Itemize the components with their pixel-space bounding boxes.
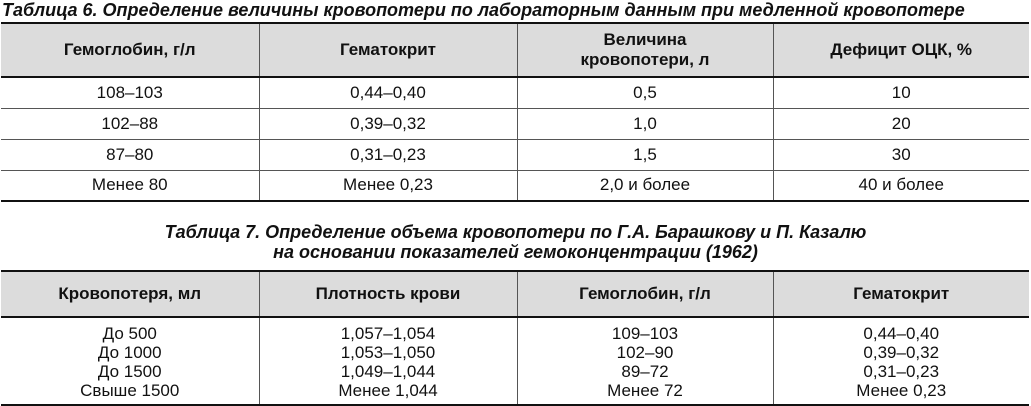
table7 bbox=[1, 270, 1029, 406]
table-cell: Менее 0,23 bbox=[856, 381, 947, 400]
table7-header-hematocrit: Гематокрит bbox=[773, 271, 1029, 317]
table-cell: 1,0 bbox=[517, 108, 773, 139]
table-cell: 1,053–1,050 bbox=[340, 343, 436, 362]
table-row bbox=[1, 170, 1029, 201]
table-cell: 0,31–0,23 bbox=[863, 362, 940, 381]
table-cell: Менее 0,23 bbox=[259, 170, 517, 201]
table-cell: Свыше 1500 bbox=[80, 381, 180, 400]
table-cell: 0,31–0,23 bbox=[259, 139, 517, 170]
table7-header-hemoglobin: Гемоглобин, г/л bbox=[517, 271, 773, 317]
table-cell: До 1500 bbox=[97, 362, 162, 381]
table-row bbox=[1, 317, 1029, 405]
table6-header-blood-loss-line2: кровопотери, л bbox=[580, 50, 710, 69]
table6-header-blood-loss bbox=[517, 23, 773, 77]
table-cell: 40 и более bbox=[773, 170, 1029, 201]
table7-col-hemoglobin bbox=[517, 317, 773, 405]
table6-header-hematocrit: Гематокрит bbox=[259, 23, 517, 77]
table7-col-blood-loss bbox=[1, 317, 259, 405]
table6-header-hemoglobin: Гемоглобин, г/л bbox=[1, 23, 259, 77]
table-cell: 102–90 bbox=[616, 343, 674, 362]
table-cell: 87–80 bbox=[1, 139, 259, 170]
table-row bbox=[1, 77, 1029, 108]
table-cell: Менее 1,044 bbox=[338, 381, 438, 400]
table-cell: До 1000 bbox=[97, 343, 162, 362]
table7-caption-line1: Таблица 7. Определение объема кровопотери по Г.А. Барашкову и П. Казалю bbox=[164, 222, 867, 242]
table-cell: 108–103 bbox=[96, 82, 163, 102]
table6-header-bcv-deficit: Дефицит ОЦК, % bbox=[773, 23, 1029, 77]
table-cell: 102–88 bbox=[1, 108, 259, 139]
table7-caption-line2: на основании показателей гемоконцентрации (1962) bbox=[273, 242, 758, 262]
table6 bbox=[1, 22, 1029, 202]
table7-header-blood-density: Плотность крови bbox=[259, 271, 517, 317]
table-cell: 1,049–1,044 bbox=[340, 362, 436, 381]
table-cell: 0,39–0,32 bbox=[259, 108, 517, 139]
table6-caption: Таблица 6. Определение величины кровопотери по лабораторным данным при медленной кровопотере bbox=[2, 0, 965, 20]
table-cell: 10 bbox=[773, 77, 1029, 108]
table-cell: 1,5 bbox=[517, 139, 773, 170]
table7-header-row bbox=[1, 271, 1029, 317]
table-cell: 20 bbox=[773, 108, 1029, 139]
table-cell: 0,44–0,40 bbox=[863, 324, 940, 343]
table-cell: 1,057–1,054 bbox=[340, 324, 436, 343]
table6-header-blood-loss-line1: Величина bbox=[603, 30, 687, 49]
table-row bbox=[1, 108, 1029, 139]
table-cell: 30 bbox=[773, 139, 1029, 170]
table-cell: 0,5 bbox=[517, 77, 773, 108]
table-cell: 0,44–0,40 bbox=[259, 77, 517, 108]
table-cell: 2,0 и более bbox=[517, 170, 773, 201]
table7-col-blood-density bbox=[259, 317, 517, 405]
table7-col-hematocrit bbox=[773, 317, 1029, 405]
table6-header-row bbox=[1, 23, 1029, 77]
table-cell: Менее 72 bbox=[607, 381, 683, 400]
table-row bbox=[1, 139, 1029, 170]
table-cell: До 500 bbox=[102, 324, 157, 343]
table-cell: Менее 80 bbox=[1, 170, 259, 201]
table-cell: 109–103 bbox=[611, 324, 679, 343]
table-cell: 89–72 bbox=[621, 362, 669, 381]
table7-header-blood-loss: Кровопотеря, мл bbox=[1, 271, 259, 317]
table-cell: 0,39–0,32 bbox=[863, 343, 940, 362]
